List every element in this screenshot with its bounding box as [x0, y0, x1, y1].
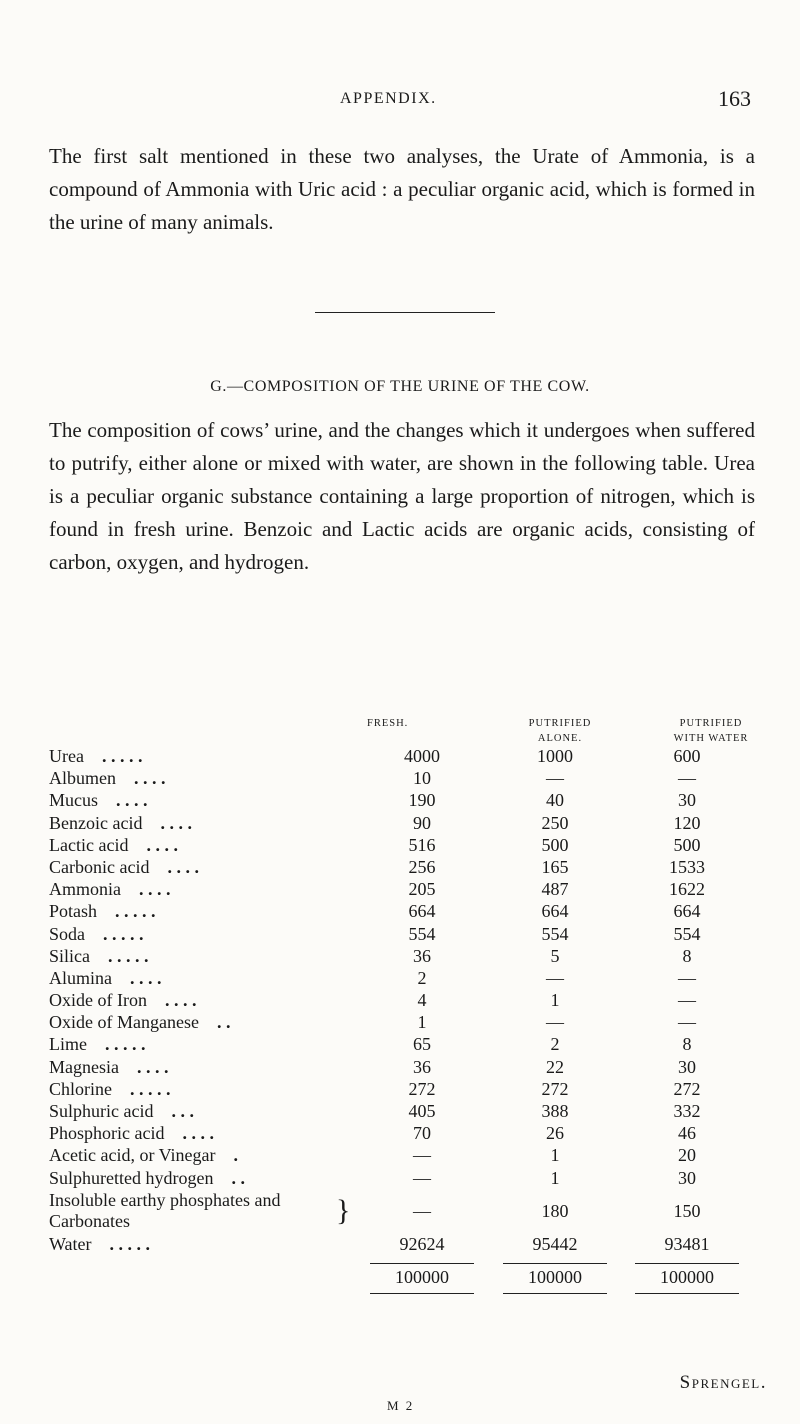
- putrified-alone-value: —: [546, 768, 564, 789]
- fresh-value: 4: [417, 990, 427, 1011]
- putrified-water-value: 500: [673, 834, 701, 855]
- putrified-alone-value: 180: [541, 1200, 569, 1221]
- table-row: [49, 878, 769, 900]
- putrified-alone-value: 500: [541, 834, 569, 855]
- putrified-water-value: 8: [682, 1034, 692, 1055]
- row-leader-dots: . . . .: [139, 879, 171, 900]
- composition-table: [49, 745, 769, 1295]
- table-row: [49, 767, 769, 789]
- totals-block: [49, 1255, 769, 1295]
- fresh-value: 2: [417, 967, 427, 988]
- putrified-alone-value: 388: [541, 1101, 569, 1121]
- body-paragraph: [49, 414, 755, 579]
- row-label: Lactic acid: [49, 834, 129, 855]
- fresh-value: 36: [413, 945, 431, 966]
- row-leader-dots: . . . .: [182, 1123, 214, 1144]
- putrified-alone-value: 1: [550, 990, 560, 1011]
- fresh-value: 65: [413, 1034, 431, 1055]
- row-label: Albumen: [49, 768, 116, 789]
- putrified-water-value: 8: [682, 945, 692, 966]
- row-label: Benzoic acid: [49, 812, 143, 833]
- putrified-water-value: —: [678, 990, 696, 1011]
- putrified-alone-value: 1: [550, 1167, 560, 1188]
- row-label: Sulphuretted hydrogen: [49, 1167, 214, 1188]
- row-label: Phosphoric acid: [49, 1123, 165, 1144]
- putrified-water-value: 150: [673, 1200, 701, 1221]
- row-leader-dots: . .: [231, 1167, 245, 1188]
- row-label: Insoluble earthy phosphates and: [49, 1189, 281, 1210]
- column-header-fresh: [367, 716, 477, 731]
- putrified-alone-value: 272: [541, 1078, 569, 1099]
- table-row: [49, 900, 769, 922]
- row-label: Oxide of Manganese: [49, 1012, 199, 1033]
- fresh-value: 70: [413, 1123, 431, 1144]
- row-label: Water: [49, 1233, 92, 1254]
- sum-rule: [370, 1293, 474, 1294]
- putrified-alone-total: 100000: [528, 1266, 582, 1287]
- fresh-value: 1: [417, 1012, 427, 1033]
- table-row: [49, 1078, 769, 1100]
- putrified-alone-value: 554: [541, 923, 569, 944]
- column-header-putrified-water: [636, 716, 786, 746]
- author-signature: Sprengel.: [679, 1372, 767, 1393]
- row-leader-dots: . . . .: [164, 990, 197, 1011]
- putrified-water-value: 120: [673, 812, 701, 833]
- fresh-value: 405: [408, 1101, 436, 1121]
- table-row: [49, 745, 769, 767]
- column-header-fresh-text: FRESH.: [367, 718, 409, 729]
- row-leader-dots: . . . . .: [101, 746, 143, 766]
- row-leader-dots: . . .: [171, 1101, 194, 1121]
- row-label: Carbonic acid: [49, 856, 150, 877]
- table-row: [49, 1167, 769, 1189]
- row-label: Acetic acid, or Vinegar: [49, 1145, 216, 1166]
- fresh-value: —: [413, 1167, 431, 1188]
- row-leader-dots: . . . . .: [108, 945, 149, 966]
- fresh-value: 256: [408, 856, 436, 877]
- putrified-alone-value: 5: [550, 945, 560, 966]
- putrified-water-value: 554: [673, 923, 701, 944]
- fresh-value: 516: [408, 834, 436, 855]
- table-row: [49, 967, 769, 989]
- running-title: APPENDIX.: [340, 90, 437, 107]
- putrified-alone-value: 40: [546, 790, 564, 811]
- row-label: Magnesia: [49, 1056, 119, 1077]
- row-leader-dots: . . . .: [134, 768, 166, 789]
- fresh-value: —: [413, 1200, 431, 1221]
- body-text: The composition of cows’ urine, and the changes which it undergoes when suffered to putrify, either alone or mixed with water, are shown in the following table. Urea is a peculiar organic substance containing a large proportion of nitrogen, which is found in fresh urine. Benzoic and Lactic acids are organic acids, consisting of carbon, oxygen, and hydrogen.: [49, 418, 755, 574]
- sum-rule: [635, 1293, 739, 1294]
- fresh-value: 36: [413, 1056, 431, 1077]
- row-leader-dots: . . . .: [136, 1056, 169, 1077]
- putrified-water-value: 46: [678, 1123, 696, 1144]
- row-label: Lime: [49, 1034, 87, 1055]
- table-row: [49, 1189, 769, 1233]
- page-number: 163: [718, 86, 751, 111]
- brace: }: [336, 1193, 351, 1227]
- row-label: Chlorine: [49, 1078, 112, 1099]
- fresh-value: 90: [413, 812, 431, 833]
- table-row: [49, 1233, 769, 1255]
- row-label: Soda: [49, 923, 85, 944]
- putrified-water-value: —: [678, 967, 696, 988]
- putrified-water-value: 30: [678, 1056, 696, 1077]
- fresh-value: 10: [413, 768, 431, 789]
- table-row: [49, 856, 769, 878]
- putrified-alone-value: 250: [541, 812, 569, 833]
- table-row: [49, 1033, 769, 1055]
- putrified-alone-value: —: [546, 1012, 564, 1033]
- row-leader-dots: . . . . .: [115, 901, 156, 922]
- putrified-alone-value: 1: [550, 1145, 560, 1166]
- table-row: [49, 1144, 769, 1166]
- section-title: G.—COMPOSITION OF THE URINE OF THE COW.: [210, 378, 590, 395]
- putrified-water-value: 1622: [669, 879, 705, 900]
- putrified-alone-value: 664: [541, 901, 569, 922]
- section-divider: [315, 312, 495, 313]
- row-leader-dots: . . . .: [146, 834, 178, 855]
- row-label: Sulphuric acid: [49, 1101, 154, 1121]
- table-row: [49, 989, 769, 1011]
- putrified-water-value: 332: [673, 1101, 701, 1121]
- sum-rule: [503, 1263, 607, 1264]
- putrified-alone-value: 2: [550, 1034, 560, 1055]
- row-leader-dots: . .: [216, 1012, 231, 1033]
- fresh-value: 4000: [404, 746, 440, 766]
- intro-text: The first salt mentioned in these two analyses, the Urate of Ammonia, is a compound of Ammonia with Uric acid : a peculiar organic acid, which is formed in the urine of many animals.: [49, 144, 755, 234]
- row-label: Potash: [49, 901, 98, 922]
- putrified-water-value: —: [678, 768, 696, 789]
- row-label: Urea: [49, 746, 84, 766]
- sum-rule: [635, 1263, 739, 1264]
- row-leader-dots: . . . .: [167, 856, 199, 877]
- column-header-water-line1: PUTRIFIED: [679, 718, 743, 729]
- table-row: [49, 834, 769, 856]
- column-header-putrified-alone: [505, 716, 615, 746]
- column-header-alone-line1: PUTRIFIED: [528, 718, 592, 729]
- signature-mark: M 2: [387, 1398, 415, 1413]
- intro-paragraph: [49, 140, 755, 239]
- fresh-total: 100000: [395, 1266, 449, 1287]
- table-row: [49, 1011, 769, 1033]
- row-label-line2: Carbonates: [49, 1210, 130, 1231]
- column-header-alone-line2: ALONE.: [537, 733, 583, 744]
- row-label: Oxide of Iron: [49, 990, 147, 1011]
- putrified-water-value: 30: [678, 790, 696, 811]
- table-row: [49, 945, 769, 967]
- row-leader-dots: . . . . .: [105, 1034, 146, 1055]
- putrified-water-value: 20: [678, 1145, 696, 1166]
- row-leader-dots: . . . .: [130, 967, 162, 988]
- fresh-value: 190: [408, 790, 436, 811]
- sum-rule: [370, 1263, 474, 1264]
- table-row: [49, 1056, 769, 1078]
- table-row: [49, 812, 769, 834]
- putrified-alone-value: 95442: [532, 1233, 578, 1254]
- row-label: Silica: [49, 945, 90, 966]
- fresh-value: 205: [408, 879, 436, 900]
- putrified-water-value: 664: [673, 901, 701, 922]
- putrified-water-value: 93481: [664, 1233, 710, 1254]
- fresh-value: 554: [408, 923, 436, 944]
- row-leader-dots: .: [233, 1145, 239, 1166]
- fresh-value: 272: [408, 1078, 436, 1099]
- row-label: Mucus: [49, 790, 98, 811]
- putrified-water-value: 30: [678, 1167, 696, 1188]
- putrified-water-value: 1533: [669, 856, 705, 877]
- putrified-water-value: 272: [673, 1078, 701, 1099]
- table-row: [49, 1122, 769, 1144]
- putrified-water-total: 100000: [660, 1266, 714, 1287]
- row-leader-dots: . . . . .: [103, 923, 144, 944]
- putrified-alone-value: 1000: [537, 746, 573, 766]
- page-header: [0, 86, 800, 120]
- putrified-water-value: —: [678, 1012, 696, 1033]
- fresh-value: 92624: [399, 1233, 445, 1254]
- row-leader-dots: . . . .: [116, 790, 148, 811]
- row-leader-dots: . . . . .: [109, 1233, 151, 1254]
- row-leader-dots: . . . . .: [130, 1078, 171, 1099]
- row-label: Ammonia: [49, 879, 121, 900]
- table-row: [49, 923, 769, 945]
- table-row: [49, 1100, 769, 1122]
- row-label: Alumina: [49, 967, 112, 988]
- sum-rule: [503, 1293, 607, 1294]
- row-leader-dots: . . . .: [160, 812, 192, 833]
- putrified-alone-value: —: [546, 967, 564, 988]
- fresh-value: 664: [408, 901, 436, 922]
- putrified-alone-value: 26: [546, 1123, 564, 1144]
- column-header-water-line2: WITH WATER: [673, 733, 749, 744]
- putrified-alone-value: 22: [546, 1056, 564, 1077]
- putrified-alone-value: 165: [541, 856, 569, 877]
- table-row: [49, 789, 769, 811]
- putrified-alone-value: 487: [541, 879, 569, 900]
- fresh-value: —: [413, 1145, 431, 1166]
- putrified-water-value: 600: [673, 746, 701, 766]
